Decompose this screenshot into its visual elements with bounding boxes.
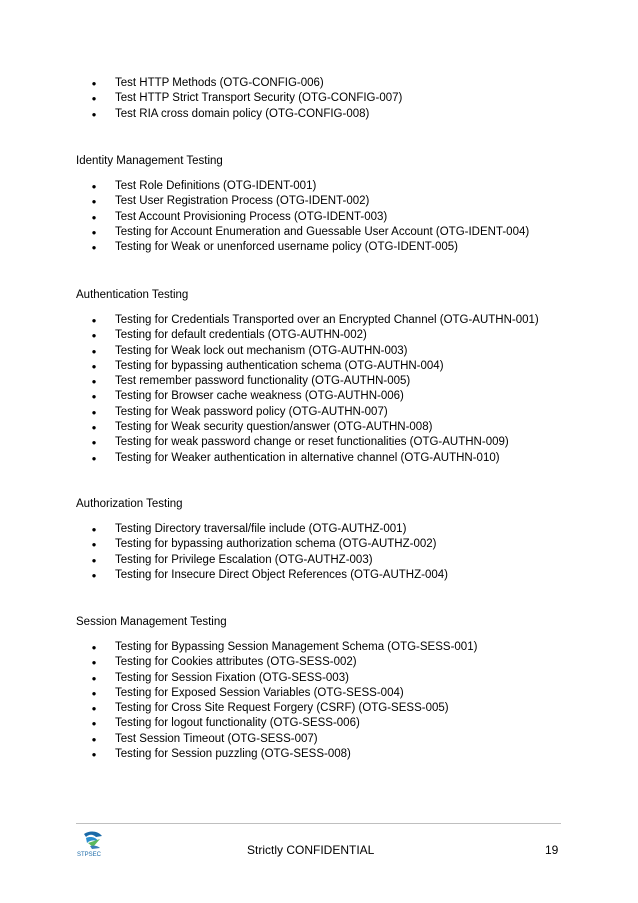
section-heading-authentication: Authentication Testing — [76, 289, 189, 301]
bullet: ● — [91, 570, 97, 580]
section-heading-session: Session Management Testing — [76, 616, 227, 628]
footer-divider — [76, 823, 561, 824]
bullet: ● — [91, 719, 97, 729]
document-page: ● Test HTTP Methods (OTG-CONFIG-006) ● Test HTTP Strict Transport Security (OTG-CONFIG-007) ● Test RIA cross domain policy (OTG-CONFIG-008) Identity Management Testing ● Test Role Definitions (OTG-IDENT-001) ● Test User Registration Process (OTG-IDENT-002) ● Test Account Provisioning Process (OTG-IDENT-003) ● Testing for Account Enumeration and Guessable User Account (OTG-IDENT-004) ● Testing for Weak or unenforced username policy (OTG-IDENT-005) Authentication Testing ● Testing for Credentials Transported over an Encrypted Channel (OTG-AUTHN-001) ● Testing for default credentials (OTG-AUTHN-002) ● Testing for Weak lock out mechanism (OTG-AUTHN-003) ● Testing for bypassing authentication schema (OTG-AUTHN-004) ● Test remember password functionality (OTG-AUTHN-005) ● Testing for Browser cache weakness (OTG-AUTHN-006) ● Testing for Weak password policy (OTG-AUTHN-007) ● Testing for Weak security question/answer (OTG-AUTHN-008) ● Testing for weak password change or reset functionalities (OTG-AUTHN-009) ● Testing for Weaker authentication in alternative channel (OTG-AUTHN-010) Authorization Testing ● Testing Directory traversal/file include (OTG-AUTHZ-001) ● Testing for bypassing authorization schema (OTG-AUTHZ-002) ● Testing for Privilege Escalation (OTG-AUTHZ-003) ● Testing for Insecure Direct Object References (OTG-AUTHZ-004) Session Management Testing ● Testing for Bypassing Session Management Schema (OTG-SESS-001) ● Testing for Cookies attributes (OTG-SESS-002) ● Testing for Session Fixation (OTG-SESS-003) ● Testing for Exposed Session Variables (OTG-SESS-004) ● Testing for Cross Site Request Forgery (CSRF) (OTG-SESS-005) ● Testing for logout functionality (OTG-SESS-006) ● Test Session Timeout (OTG-SESS-007) ● Testing for Session puzzling (OTG-SESS-008) STPSEC Strictly CONFIDENTIAL 19 — [0, 0, 638, 903]
bullet: ● — [91, 750, 97, 760]
bullet: ● — [91, 377, 97, 387]
confidential-label: Strictly CONFIDENTIAL — [247, 843, 375, 857]
bullet: ● — [91, 331, 97, 341]
bullet: ● — [91, 346, 97, 356]
bullet: ● — [91, 734, 97, 744]
bullet: ● — [91, 212, 97, 222]
bullet: ● — [91, 109, 97, 119]
bullet: ● — [91, 658, 97, 668]
bullet: ● — [91, 525, 97, 534]
bullet: ● — [91, 704, 97, 714]
bullet: ● — [91, 438, 97, 448]
bullet: ● — [91, 227, 97, 237]
bullet: ● — [91, 688, 97, 698]
logo-text: STPSEC — [77, 852, 102, 858]
section-heading-authorization: Authorization Testing — [76, 498, 183, 510]
company-logo-icon — [76, 828, 110, 858]
bullet: ● — [91, 94, 97, 104]
bullet: ● — [91, 316, 97, 325]
bullet: ● — [91, 182, 97, 191]
bullet: ● — [91, 392, 97, 402]
bullet: ● — [91, 423, 97, 433]
bullet: ● — [91, 555, 97, 565]
bullet: ● — [91, 79, 97, 88]
bullet: ● — [91, 453, 97, 463]
bullet: ● — [91, 673, 97, 683]
bullet: ● — [91, 407, 97, 417]
bullet: ● — [91, 197, 97, 207]
section-heading-identity: Identity Management Testing — [76, 155, 223, 167]
bullet: ● — [91, 643, 97, 652]
bullet: ● — [91, 361, 97, 371]
bullet: ● — [91, 243, 97, 253]
page-number: 19 — [545, 843, 559, 857]
bullet: ● — [91, 540, 97, 550]
